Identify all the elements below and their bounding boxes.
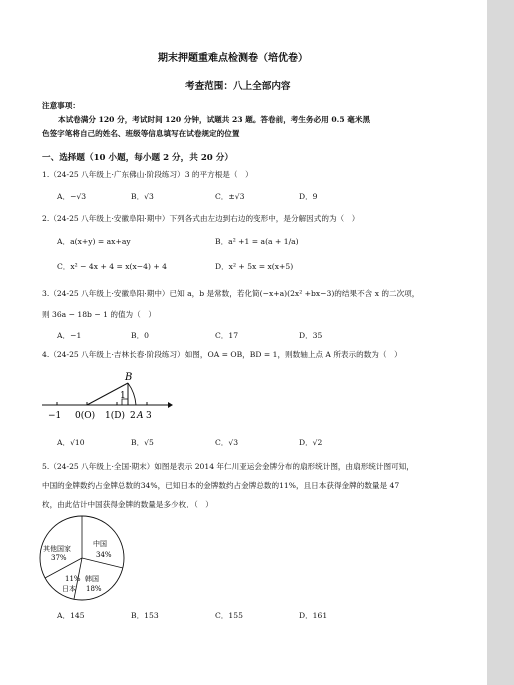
question-3-stem: 3.（24-25 八年级上·安徽阜阳·期中）已知 a，b 是常数，若化简(−x+a)(2x² +bx−3)的结果不含 x 的二次项， (42, 289, 420, 298)
vertical-scrollbar[interactable] (487, 0, 514, 685)
q4-option-a[interactable]: A．√10 (57, 438, 85, 447)
q1-option-b[interactable]: B．√3 (131, 192, 154, 201)
pie-divider-right (82, 558, 123, 568)
q1-option-d[interactable]: D．9 (299, 192, 318, 201)
label-bd-length: 1 (120, 391, 126, 401)
label-2: 2 (130, 411, 136, 421)
q2-option-c[interactable]: C．x² − 4x + 4 = x(x−4) + 4 (57, 262, 167, 271)
notice-line-1: 本试卷满分 120 分，考试时间 120 分钟，试题共 23 题。答卷前，考生务必用 0.5 毫米黑 (58, 115, 371, 124)
q5-option-d[interactable]: D．161 (299, 611, 328, 620)
q3-option-d[interactable]: D．35 (299, 331, 323, 340)
q2-option-d[interactable]: D．x² + 5x = x(x+5) (215, 262, 294, 271)
question-3-stem-2: 则 36a − 18b − 1 的值为（ ） (42, 310, 156, 319)
q2-option-a[interactable]: A．a(x+y) = ax+ay (57, 237, 131, 246)
pie-label-japan: 日本 (62, 585, 76, 593)
q4-option-d[interactable]: D．√2 (299, 438, 323, 447)
section-heading: 一、选择题（10 小题，每小题 2 分，共 20 分） (42, 153, 233, 163)
label-minus1: −1 (48, 411, 62, 421)
q3-option-a[interactable]: A．−1 (57, 331, 82, 340)
q3-option-b[interactable]: B．0 (131, 331, 150, 340)
notice-line-2: 色签字笔将自己的姓名、班级等信息填写在试卷规定的位置 (42, 129, 240, 138)
number-line-figure (40, 368, 175, 428)
label-3: 3 (146, 411, 152, 421)
label-b: B (125, 372, 133, 383)
question-2-stem: 2.（24-25 八年级上·安徽阜阳·期中）下列各式由左边到右边的变形中，是分解因式的为（ ） (42, 214, 360, 223)
question-4-stem: 4.（24-25 八年级上·吉林长春·阶段练习）如图，OA = OB，BD = 1，则数轴上点 A 所表示的数为（ ） (42, 350, 402, 359)
pie-pct-korea: 18% (86, 585, 102, 593)
q3-option-c[interactable]: C．17 (215, 331, 239, 340)
q5-option-a[interactable]: A．145 (57, 611, 85, 620)
pie-label-china: 中国 (93, 540, 107, 548)
pie-pct-other: 37% (51, 554, 67, 562)
q4-option-b[interactable]: B．√5 (131, 438, 154, 447)
question-1-stem: 1.（24-25 八年级上·广东佛山·阶段练习）3 的平方根是（ ） (42, 170, 253, 179)
axis-arrow-icon (168, 402, 173, 408)
label-1-d: 1(D) (105, 411, 125, 421)
pie-chart-figure (38, 515, 128, 605)
arc-b-to-a (128, 383, 136, 405)
label-a: A (137, 411, 144, 421)
pie-pct-japan: 11% (65, 575, 81, 583)
q2-option-b[interactable]: B．a² +1 = a(a + 1/a) (215, 237, 299, 246)
question-5-stem-2: 中国的金牌数约占金牌总数的34%，已知日本的金牌数约占金牌总数的11%，且日本获得金牌的数量是 47 (42, 481, 400, 490)
q5-option-b[interactable]: B．153 (131, 611, 159, 620)
page-title: 期末押题重难点检测卷（培优卷） (158, 53, 308, 64)
label-0-o: 0(O) (75, 411, 96, 421)
q5-option-c[interactable]: C．155 (215, 611, 243, 620)
pie-label-other: 其他国家 (43, 545, 71, 553)
question-5-stem-1: 5.（24-25 八年级上·全国·期末）如图是表示 2014 年仁川亚运会金牌分布的扇形统计图，由扇形统计图可知， (42, 462, 414, 471)
q4-option-c[interactable]: C．√3 (215, 438, 239, 447)
notice-heading: 注意事项： (42, 101, 80, 110)
pie-label-korea: 韩国 (85, 575, 99, 583)
page-subtitle: 考查范围：八上全部内容 (185, 81, 291, 92)
question-5-stem-3: 枚，由此估计中国获得金牌的数量是多少枚．（ ） (42, 500, 213, 509)
pie-pct-china: 34% (96, 551, 112, 559)
q1-option-c[interactable]: C．±√3 (215, 192, 245, 201)
q1-option-a[interactable]: A．−√3 (57, 192, 87, 201)
